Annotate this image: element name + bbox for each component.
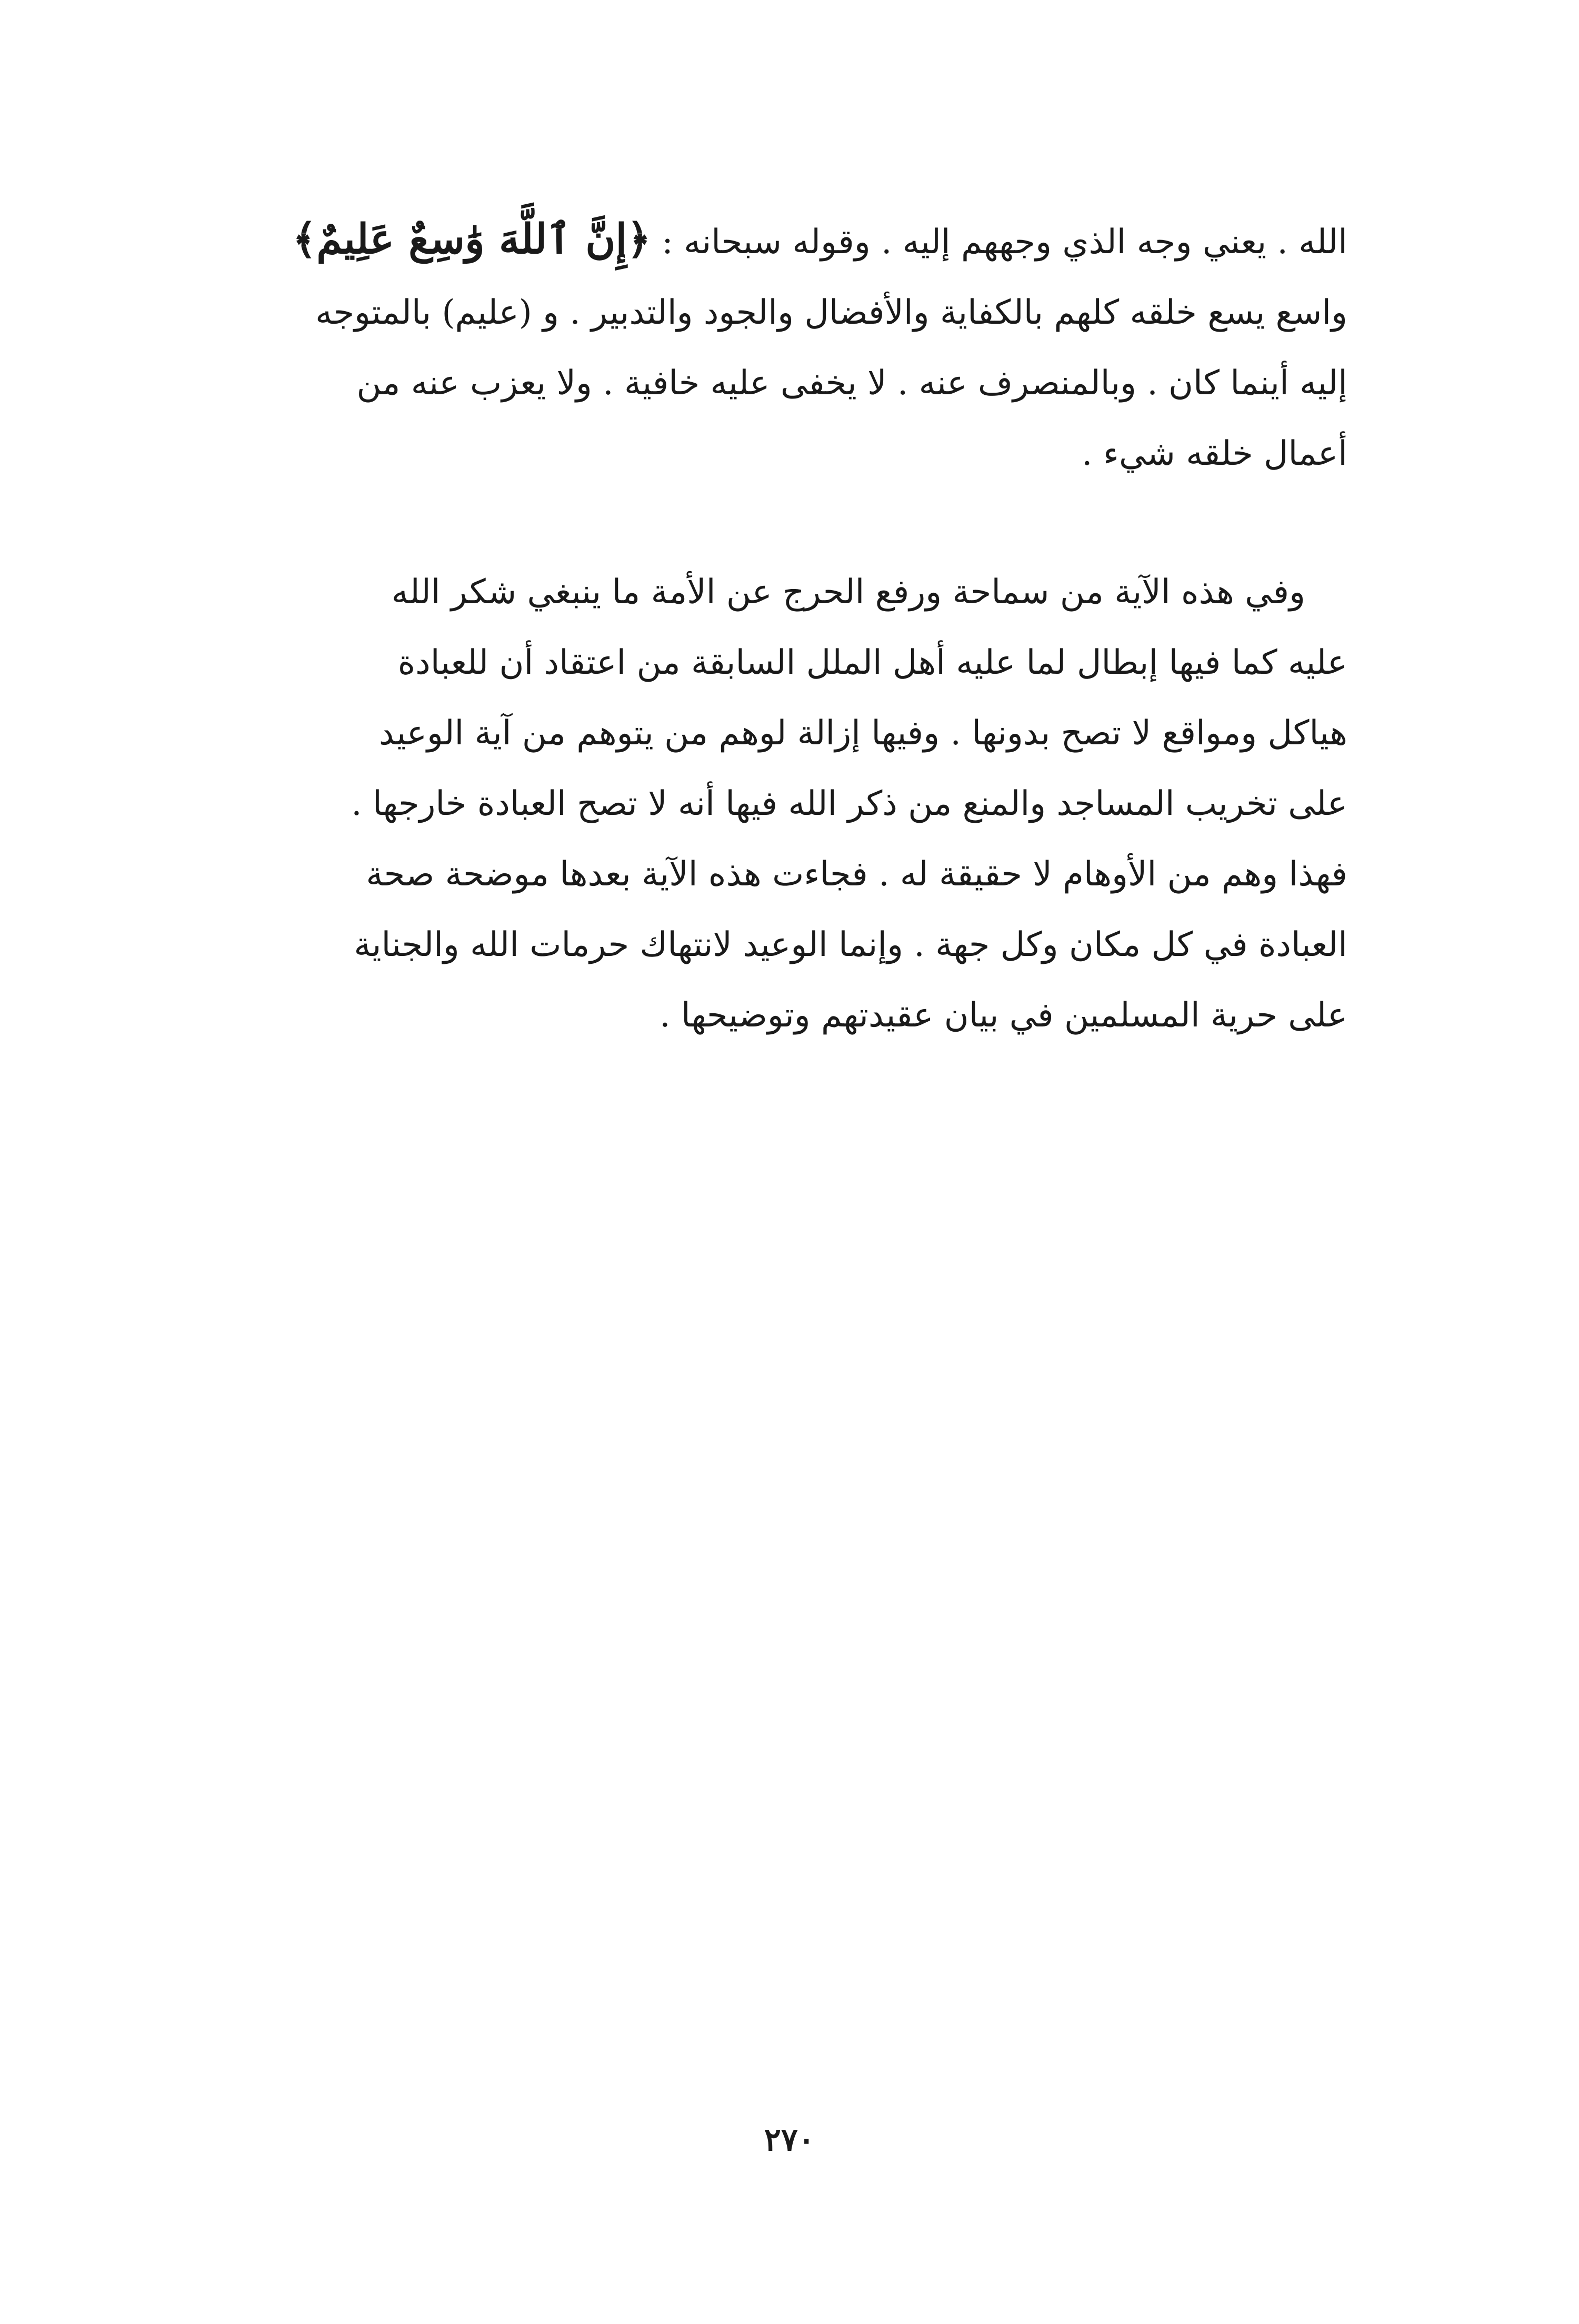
paragraph-1-line-2: واسع يسع خلقه كلهم بالكفاية والأفضال والجود والتدبير . و (عليم) بالمتوجه: [315, 293, 1347, 332]
line-text: الله . يعني وجه الذي وجههم إليه . وقوله سبحانه :: [651, 223, 1347, 262]
paragraph-2-line-1: وفي هذه الآية من سماحة ورفع الحرج عن الأمة ما ينبغي شكر الله: [391, 573, 1305, 612]
paragraph-1-line-3: إليه أينما كان . وبالمنصرف عنه . لا يخفى عليه خافية . ولا يعزب عنه من: [356, 364, 1347, 403]
paragraph-2-line-7: على حرية المسلمين في بيان عقيدتهم وتوضيحها .: [659, 996, 1347, 1035]
paragraph-1-line-4: أعمال خلقه شيء .: [1082, 434, 1347, 473]
quran-verse: ﴿إِنَّ ٱللَّهَ وَٰسِعٌ عَلِيمٌ﴾: [292, 215, 651, 263]
paragraph-2-line-4: على تخريب المساجد والمنع من ذكر الله فيها أنه لا تصح العبادة خارجها .: [351, 784, 1347, 823]
page-number: ٢٧٠: [764, 2121, 815, 2158]
paragraph-2-line-5: فهذا وهم من الأوهام لا حقيقة له . فجاءت هذه الآية بعدها موضحة صحة: [366, 855, 1347, 894]
paragraph-2-line-3: هياكل ومواقع لا تصح بدونها . وفيها إزالة لوهم من يتوهم من آية الوعيد: [378, 714, 1347, 753]
paragraph-1-line-1: [226, 204, 1347, 277]
paragraph-1: [226, 204, 1347, 489]
paragraph-2-line-6: العبادة في كل مكان وكل جهة . وإنما الوعيد لانتهاك حرمات الله والجناية: [354, 925, 1347, 964]
paragraph-2: [226, 557, 1347, 1051]
paragraph-2-line-2: عليه كما فيها إبطال لما عليه أهل الملل السابقة من اعتقاد أن للعبادة: [397, 643, 1347, 682]
